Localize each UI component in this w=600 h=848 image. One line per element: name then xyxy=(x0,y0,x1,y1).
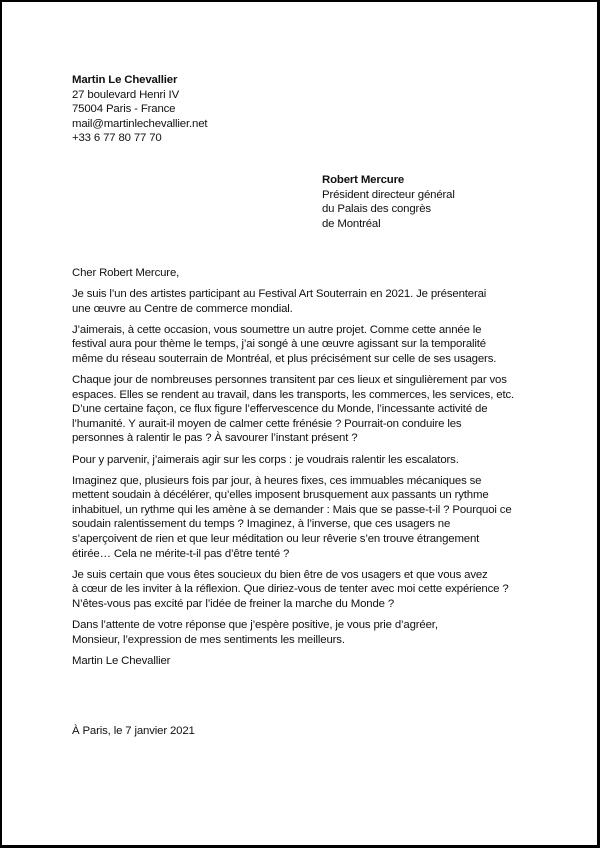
signature xyxy=(72,654,542,669)
paragraph-line: espaces. Elles se rendent au travail, dans les transports, les commerces, les services, etc. xyxy=(72,388,515,401)
salutation xyxy=(72,266,542,281)
paragraph-line: Je suis certain que vous êtes soucieux du bien être de vos usagers et que vous avez xyxy=(72,568,488,581)
paragraph-line: mettent soudain à décélérer, qu’elles imposent brusquement aux passants un rythme xyxy=(72,489,489,502)
recipient-title: Président directeur général xyxy=(322,188,455,201)
recipient-organization-city: de Montréal xyxy=(322,217,381,230)
paragraph-line: Dans l’attente de votre réponse que j’espère positive, je vous prie d’agréer, xyxy=(72,618,438,631)
signature-name: Martin Le Chevallier xyxy=(72,654,171,667)
paragraph-closing xyxy=(72,618,542,647)
paragraph-line: s’aperçoivent de rien et que leur méditation ou leur rêverie s’en trouve étrangement xyxy=(72,533,480,545)
paragraph-line: Je suis l’un des artistes participant au Festival Art Souterrain en 2021. Je présenterai xyxy=(72,288,487,301)
paragraph-line: festival aura pour thème le temps, j’ai songé à une œuvre agissant sur la temporalité xyxy=(72,338,486,351)
paragraph-line: Monsieur, l’expression de mes sentiments les meilleurs. xyxy=(72,633,345,646)
sender-email: mail@martinlechevallier.net xyxy=(72,117,208,130)
sender-name: Martin Le Chevallier xyxy=(72,74,178,86)
paragraph-line: Chaque jour de nombreuses personnes transitent par ces lieux et singulièrement par vos xyxy=(72,374,507,387)
paragraph-line: soudain ralentissement du temps ? Imaginez, à l’inverse, que ces usagers ne xyxy=(72,518,451,531)
letter-body xyxy=(72,266,542,675)
sender-address-city: 75004 Paris - France xyxy=(72,103,176,116)
paragraph-imagine xyxy=(72,474,542,562)
recipient-organization: du Palais des congrès xyxy=(322,203,431,216)
paragraph-proposal xyxy=(72,453,542,468)
paragraph-intro xyxy=(72,287,542,316)
paragraph-line: N’êtes-vous pas excité par l’idée de freiner la marche du Monde ? xyxy=(72,597,395,610)
place-date-text: À Paris, le 7 janvier 2021 xyxy=(72,725,195,737)
paragraph-line: personnes à ralentir le pas ? À savourer l’instant présent ? xyxy=(72,432,358,445)
recipient-block xyxy=(322,173,455,231)
place-date xyxy=(72,724,195,739)
paragraph-line: inhabituel, un rythme qui les amène à se demander : Mais que se passe-t-il ? Pourquoi ce xyxy=(72,503,512,516)
sender-block xyxy=(72,73,207,146)
paragraph-line: l’humanité. Y aurait-il moyen de calmer cette frénésie ? Pourrait-on conduire les xyxy=(72,417,462,430)
paragraph-line: J’aimerais, à cette occasion, vous soumettre un autre projet. Comme cette année le xyxy=(72,323,482,336)
recipient-name: Robert Mercure xyxy=(322,174,405,186)
paragraph-project xyxy=(72,323,542,367)
paragraph-line: même du réseau souterrain de Montréal, et plus précisément sur celle de ses usagers. xyxy=(72,352,497,365)
paragraph-line: à cœur de les inviter à la réflexion. Que diriez-vous de tenter avec moi cette expérience ? xyxy=(72,583,509,596)
paragraph-line: étirée… Cela ne mérite-t-il pas d’être tenté ? xyxy=(72,547,290,560)
paragraph-line: D’une certaine façon, ce flux figure l’effervescence du Monde, l’incessante activité de xyxy=(72,403,488,416)
paragraph-line: Pour y parvenir, j’aimerais agir sur les corps : je voudrais ralentir les escalators. xyxy=(72,453,459,466)
paragraph-line: Imaginez que, plusieurs fois par jour, à heures fixes, ces immuables mécaniques se xyxy=(72,474,482,487)
sender-address-street: 27 boulevard Henri IV xyxy=(72,88,180,101)
paragraph-appeal xyxy=(72,568,542,612)
sender-phone: +33 6 77 80 77 70 xyxy=(72,132,162,145)
salutation-text: Cher Robert Mercure, xyxy=(72,267,180,279)
paragraph-context xyxy=(72,373,542,446)
paragraph-line: une œuvre au Centre de commerce mondial. xyxy=(72,302,293,315)
